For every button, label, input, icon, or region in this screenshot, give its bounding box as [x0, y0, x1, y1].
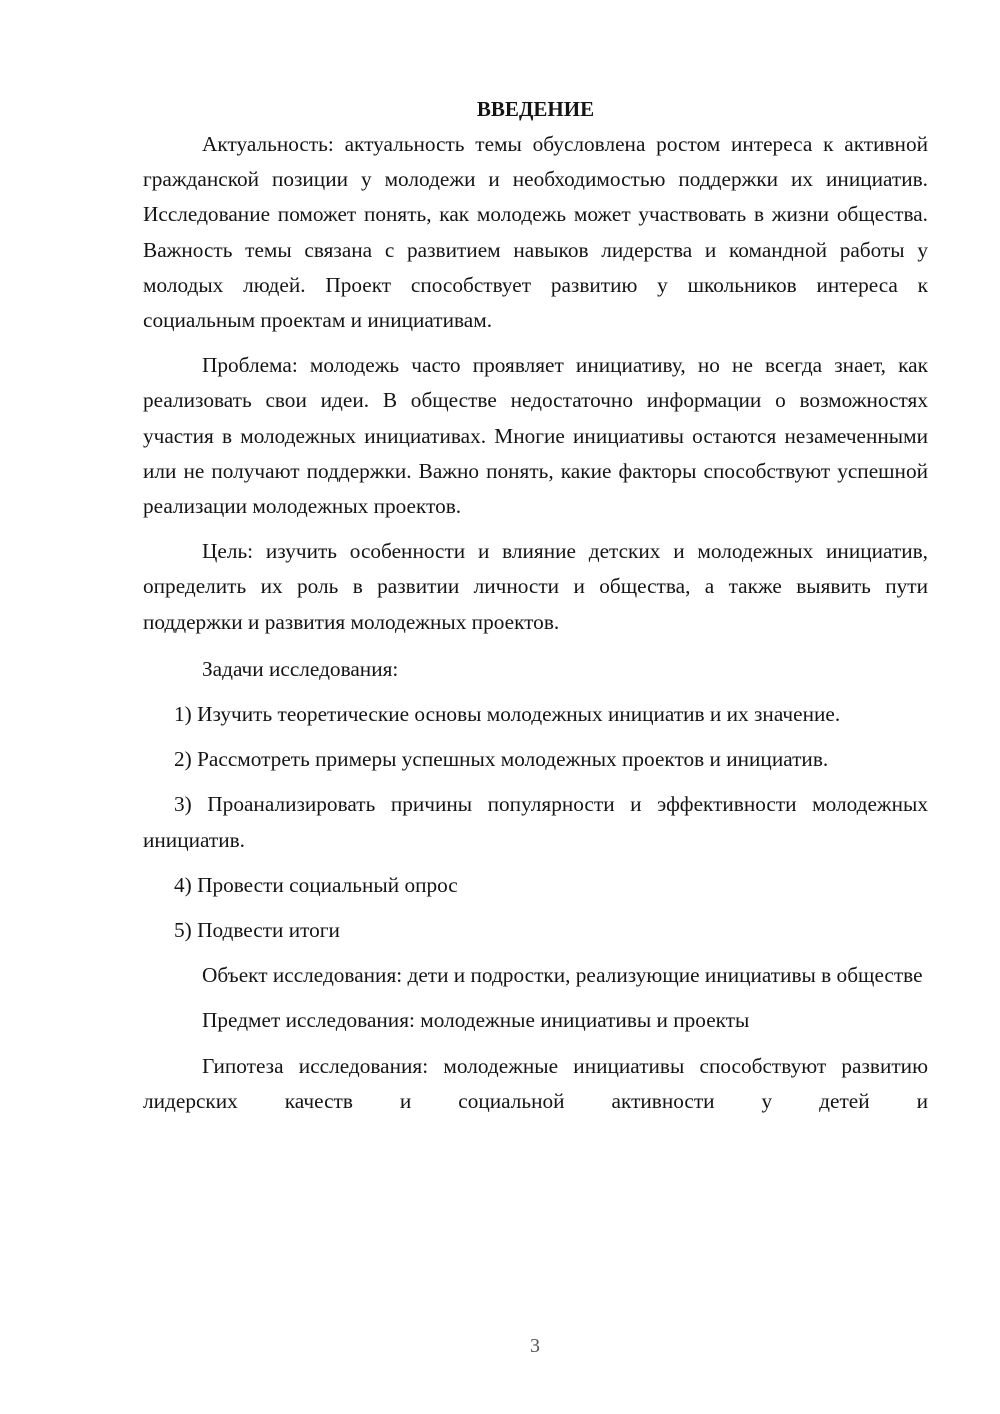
- task-item-3: 3) Проанализировать причины популярности и эффективности молодежных инициатив.: [143, 792, 928, 852]
- document-page: [143, 92, 928, 1119]
- problem-paragraph: Проблема: молодежь часто проявляет инициативу, но не всегда знает, как реализовать свои идеи. В обществе недостаточно информации о возможностях участия в молодежных инициативах. Многие инициативы остаются незамеченными или не получают поддержки. Важно понять, какие факторы способствуют успешной реализации молодежных проектов.: [143, 353, 928, 519]
- goal-paragraph: Цель: изучить особенности и влияние детских и молодежных инициатив, определить их роль в развитии личности и общества, а также выявить пути поддержки и развития молодежных проектов.: [143, 539, 928, 634]
- task-item-2: 2) Рассмотреть примеры успешных молодежных проектов и инициатив.: [174, 747, 829, 772]
- subject-paragraph: Предмет исследования: молодежные инициативы и проекты: [202, 1008, 750, 1033]
- task-item-1: 1) Изучить теоретические основы молодежных инициатив и их значение.: [174, 702, 841, 727]
- hypothesis-paragraph: Гипотеза исследования: молодежные инициативы способствуют развитию лидерских качеств и социальной активности у детей и: [143, 1053, 928, 1113]
- page-number: 3: [530, 1335, 540, 1357]
- task-item-4: 4) Провести социальный опрос: [174, 872, 458, 897]
- relevance-paragraph: Актуальность: актуальность темы обусловлена ростом интереса к активной гражданской позиции у молодежи и необходимостью поддержки их инициатив. Исследование поможет понять, как молодежь может участвовать в жизни общества. Важность темы связана с развитием навыков лидерства и командной работы у молодых людей. Проект способствует развитию у школьников интереса к социальным проектам и инициативам.: [143, 132, 928, 333]
- task-item-5: 5) Подвести итоги: [174, 918, 340, 943]
- tasks-heading: Задачи исследования:: [202, 656, 399, 681]
- page-title: ВВЕДЕНИЕ: [476, 97, 595, 121]
- object-paragraph: Объект исследования: дети и подростки, реализующие инициативы в обществе: [202, 963, 923, 988]
